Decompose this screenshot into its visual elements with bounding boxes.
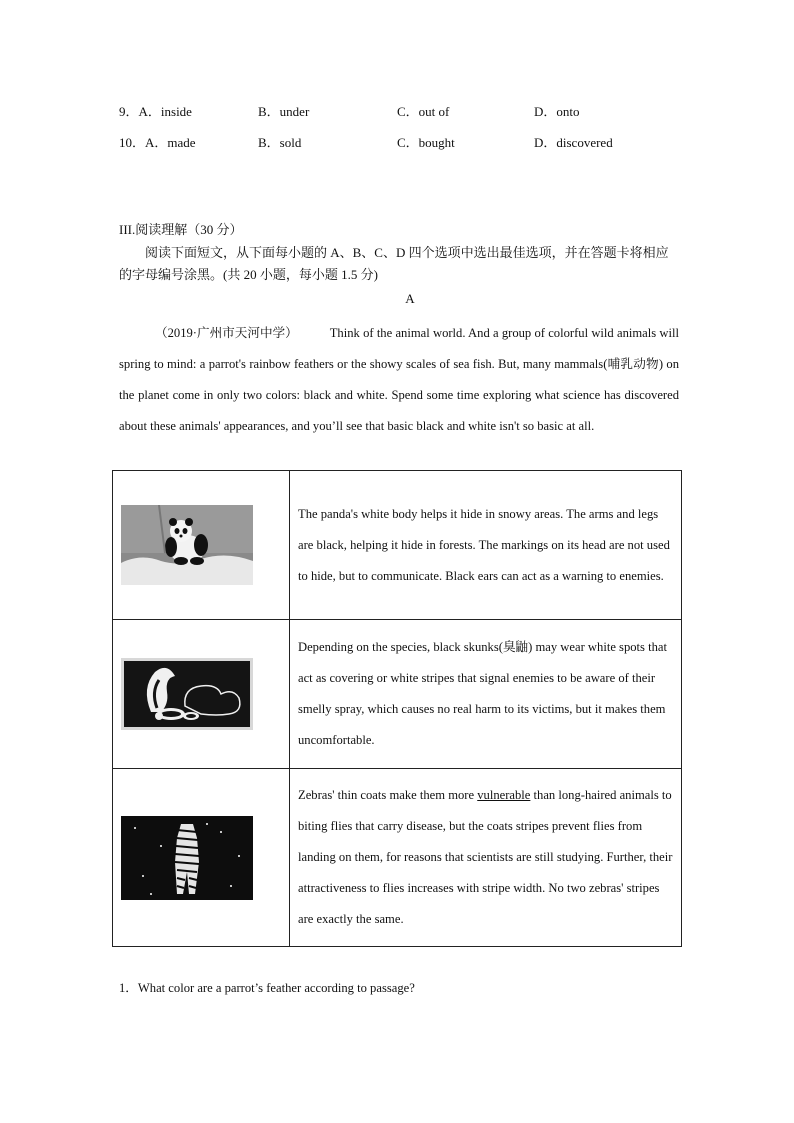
table-row xyxy=(113,471,682,620)
skunk-image xyxy=(121,658,253,730)
passage-source: （2019·广州市天河中学） xyxy=(155,326,298,340)
option-9-d: D．onto xyxy=(534,104,580,119)
option-9-b: B．under xyxy=(258,104,310,119)
zebra-description: Zebras' thin coats make them more vulnerable than long-haired animals to biting flies that carry disease, but the coats stripes prevent flies from landing on them, for reasons that scientists are still studying. Further, their attractiveness to flies increases with stripe width. No two zebras' stripes are exactly the same. xyxy=(290,769,682,947)
passage-body: Think of the animal world. And a group of colorful wild animals will spring to mind: a parrot's rainbow feathers or the showy scales of sea fish. But, many mammals(哺乳动物) on the planet come in only two colors: black and white. Spend some time exploring what science has discovered about these animals' appearances, and you’ll see that basic black and white isn't so basic at all. xyxy=(119,326,679,433)
skunk-image-cell xyxy=(113,620,290,769)
passage-label: A xyxy=(405,291,415,306)
option-10-a: 10．A．made xyxy=(119,135,196,150)
option-10-c: C．bought xyxy=(397,135,455,150)
table-row xyxy=(113,769,682,947)
panda-image-cell xyxy=(113,471,290,620)
option-9-a: 9．A．inside xyxy=(119,104,192,119)
question-1: 1．What color are a parrot’s feather according to passage? xyxy=(119,981,415,995)
table-row xyxy=(113,620,682,769)
panda-image xyxy=(121,505,253,585)
zebra-image xyxy=(121,816,253,900)
section-title: III.阅读理解（30 分） xyxy=(119,222,243,237)
option-10-d: D．discovered xyxy=(534,135,613,150)
panda-description: The panda's white body helps it hide in snowy areas. The arms and legs are black, helping it hide in forests. The markings on its head are not used to hide, but to communicate. Black ears can act as a warning to enemies. xyxy=(290,471,682,620)
zebra-image-cell xyxy=(113,769,290,947)
option-10-b: B．sold xyxy=(258,135,302,150)
vulnerable-word: vulnerable xyxy=(477,788,531,802)
section-instruction: 阅读下面短文，从下面每小题的 A、B、C、D 四个选项中选出最佳选项，并在答题卡将相应的字母编号涂黑。(共 20 小题，每小题 1.5 分) xyxy=(119,245,669,282)
skunk-description: Depending on the species, black skunks(臭鼬) may wear white spots that act as covering or white stripes that signal enemies to be aware of their smelly spray, which causes no real harm to its victims, but it makes them uncomfortable. xyxy=(290,620,682,769)
option-9-c: C．out of xyxy=(397,104,450,119)
passage-text xyxy=(119,318,679,442)
animal-table xyxy=(112,470,682,947)
